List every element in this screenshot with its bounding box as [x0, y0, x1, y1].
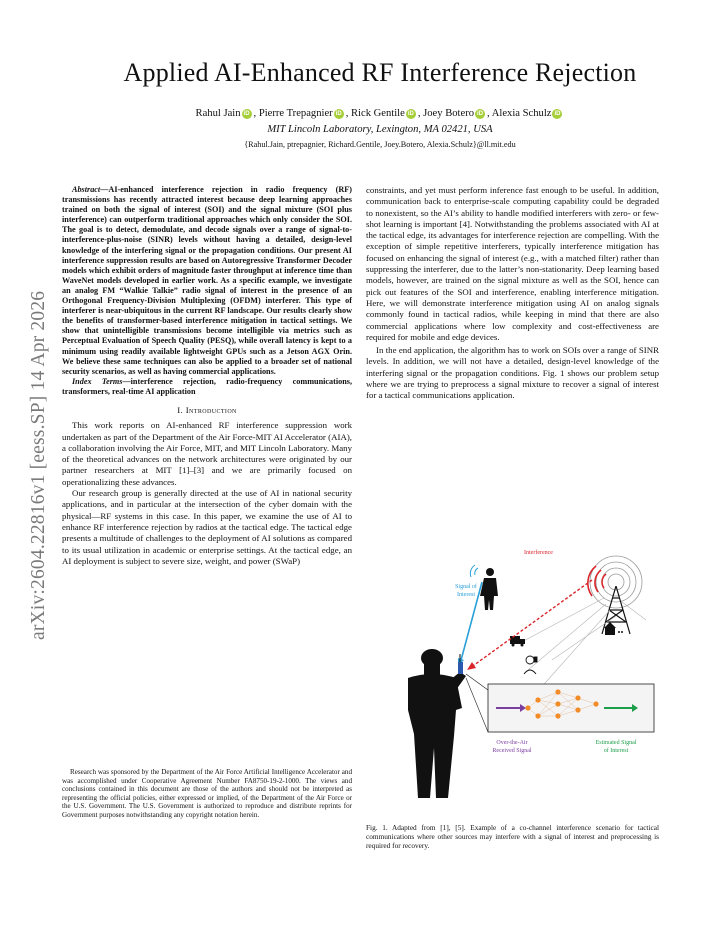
author-name: Rick Gentile: [350, 108, 405, 119]
figure-caption: Fig. 1. Adapted from [1], [5]. Example of a co-channel interference scenario for tactical communications where other sources may interfere with a signal of interest and preprocessing is required for recovery.: [366, 823, 659, 850]
ota-label-line-2: Received Signal: [492, 748, 532, 754]
right-paragraph-1: constraints, and yet must perform inference fast enough to be useful. In addition, communication back to enterprise-scale computing capability could be degraded to nonexistent, so the AI’s ability to handle modified interferers with zero- or few-shot learning is important [4]. Notwithstanding the problems associated with AI at the tactical edge, its advantages for interference rejection are compelling. With the exception of simple repetitive interferers, typically interference mitigation has focused on enhancing the signal of interest (e.g., with a matched filter) rather than suppressing the interferer, due to the latter’s non-stationarity. Deep learning based models, however, are trained on the signal mixture as well as the SOI, hence can pick out features of the SOI and interference, enabling interference mitigation. Here, we will demonstrate interference mitigation using AI on analog signals commonly found in tactical radios, while keeping in mind that there are also commercial applications where low complexity and cost-effectiveness are required for mobile and edge devices.: [366, 185, 659, 342]
radiation-rings: [590, 556, 642, 608]
soi-radio-wave-icon: [470, 565, 478, 577]
left-column: [62, 185, 352, 567]
right-paragraph-2: In the end application, the algorithm has to work on SOIs over a range of SINR levels. In addition, we will not have a detailed, design-level knowledge of the interfering signal or the propagation conditions. Fig. 1 shows our problem setup where we are trying to preprocess a signal mixture to recover a signal of interest for a tactical communications application.: [366, 345, 659, 401]
paper-title: Applied AI-Enhanced RF Interference Rejection: [123, 58, 637, 87]
estimated-label-line-1: Estimated Signal: [595, 740, 637, 746]
author-name: Rahul Jain: [195, 108, 241, 119]
truck-icon: [510, 636, 525, 647]
figure-illustration: [378, 540, 658, 808]
author-list: Rahul Jain iD , Pierre Trepagnier iD , Rick Gentile iD , Joey Botero iD , Alexia Schulz iD: [195, 108, 561, 119]
author-name: Alexia Schulz: [491, 108, 552, 119]
abstract: [62, 185, 352, 377]
soi-label-line-1: Signal of: [455, 584, 477, 590]
house-icon: [604, 622, 623, 635]
orcid-icon[interactable]: iD: [243, 111, 250, 117]
soldier-icon: [408, 649, 466, 798]
author-emails: {Rahul.Jain, ptrepagnier, Richard.Gentile, Joey.Botero, Alexia.Schulz}@ll.mit.edu: [244, 140, 516, 149]
section-heading-introduction: I. Introduction: [177, 404, 237, 415]
orcid-icon[interactable]: iD: [407, 111, 414, 117]
civilian-icon: [524, 656, 537, 674]
orcid-icon[interactable]: iD: [477, 111, 484, 117]
funding-footnote: Research was sponsored by the Department of the Air Force Artificial Intelligence Accelerator and was accomplished under Cooperative Agreement Number FA8750-19-2-1000. The views and conclusions contained in this document are those of the authors and should not be interpreted as representing the official policies, either expressed or implied, of the Department of the Air Force or the U.S. Government. The U.S. Government is authorized to reproduce and distribute reprints for Government purposes notwithstanding any copyright notation herein.: [62, 768, 352, 819]
soi-label-line-2: Interest: [457, 592, 475, 598]
ota-label-line-1: Over-the-Air: [496, 740, 528, 746]
figure-1: [378, 540, 658, 808]
abstract-text: —AI-enhanced interference rejection in radio frequency (RF) transmissions has recently attracted interest because deep learning approaches trained on both the signal of interest (SOI) and the signal mixture (SOI plus interference) can outperform traditional approaches which only consider the SOI. The goal is to detect, demodulate, and decode signals over a range of signal-to-interference-plus-noise (SINR) levels without having a detailed, design-level knowledge of the interfering signal or the propagation conditions. Our present AI interference suppression results are based on Autoregressive Transformer Decoder models which exhibit orders of magnitude faster throughput at inference time than WaveNet models developed in earlier work. As a specific example, we investigate an analog FM “Walkie Talkie” radio signal of interest in the presence of an Orthogonal Frequency-Division Multiplexing (OFDM) interferer. This type of interferer is near-ubiquitous in the current RF landscape. Our results clearly show the benefits of transformer-based interference mitigation in tactical settings. We show that unintelligible transmissions become intelligible via metrics such as Perceptual Evaluation of Speech Quality (PESQ), while overall latency is kept to a minimum using readily available lightweight GPUs such as a Jetson AGX Orin. We believe these same techniques can also be applied to a broader set of national security scenarios, as well as having commercial applications.: [62, 185, 352, 376]
right-column: [366, 185, 659, 402]
affiliation: MIT Lincoln Laboratory, Lexington, MA 02421, USA: [267, 124, 493, 135]
index-terms-text: —interference rejection, radio-frequency communications, transformers, real-time AI application: [62, 376, 353, 396]
orcid-icon[interactable]: iD: [554, 111, 561, 117]
intro-paragraph-1: This work reports on AI-enhanced RF interference suppression work undertaken as part of the Department of the Air Force-MIT AI Accelerator (AIA), a collaboration involving the Air Force, MIT, and MIT Lincoln Laboratory. Many of the theoretical advances on the network architectures were originated by our partner researchers at MIT [1]–[3] and we are primarily focused on operationalizing these advances.: [62, 420, 352, 487]
callout-line-bottom: [466, 678, 488, 732]
author-name: Joey Botero: [423, 108, 475, 119]
abstract-label: Abstract: [72, 185, 101, 194]
distant-soldier-icon: [480, 568, 498, 610]
author-name: Pierre Trepagnier: [258, 108, 333, 119]
index-terms: [62, 377, 352, 397]
intro-paragraph-2: Our research group is generally directed at the use of AI in national security applications, and in particular at the intersection of the cyber domain with the physical—RF systems in this case. In this paper, we examine the use of AI to enhance RF interference rejection by radios at the tactical edge. The tactical edge presents a multitude of challenges to the deployment of AI solutions as compared to its usual utilization in academic or enterprise settings. At the tactical edge, an AI deployment is subject to severe size, weight, and power (SWaP): [62, 488, 352, 566]
index-terms-label: Index Terms: [72, 376, 123, 386]
orcid-icon[interactable]: iD: [335, 111, 342, 117]
interference-label: Interference: [524, 550, 553, 556]
arxiv-identifier: arXiv:2604.22816v1 [eess.SP] 14 Apr 2026: [28, 290, 49, 640]
callout-line-top: [466, 674, 488, 690]
estimated-label-line-2: of Interest: [603, 748, 629, 754]
interference-arrowhead: [467, 662, 476, 670]
